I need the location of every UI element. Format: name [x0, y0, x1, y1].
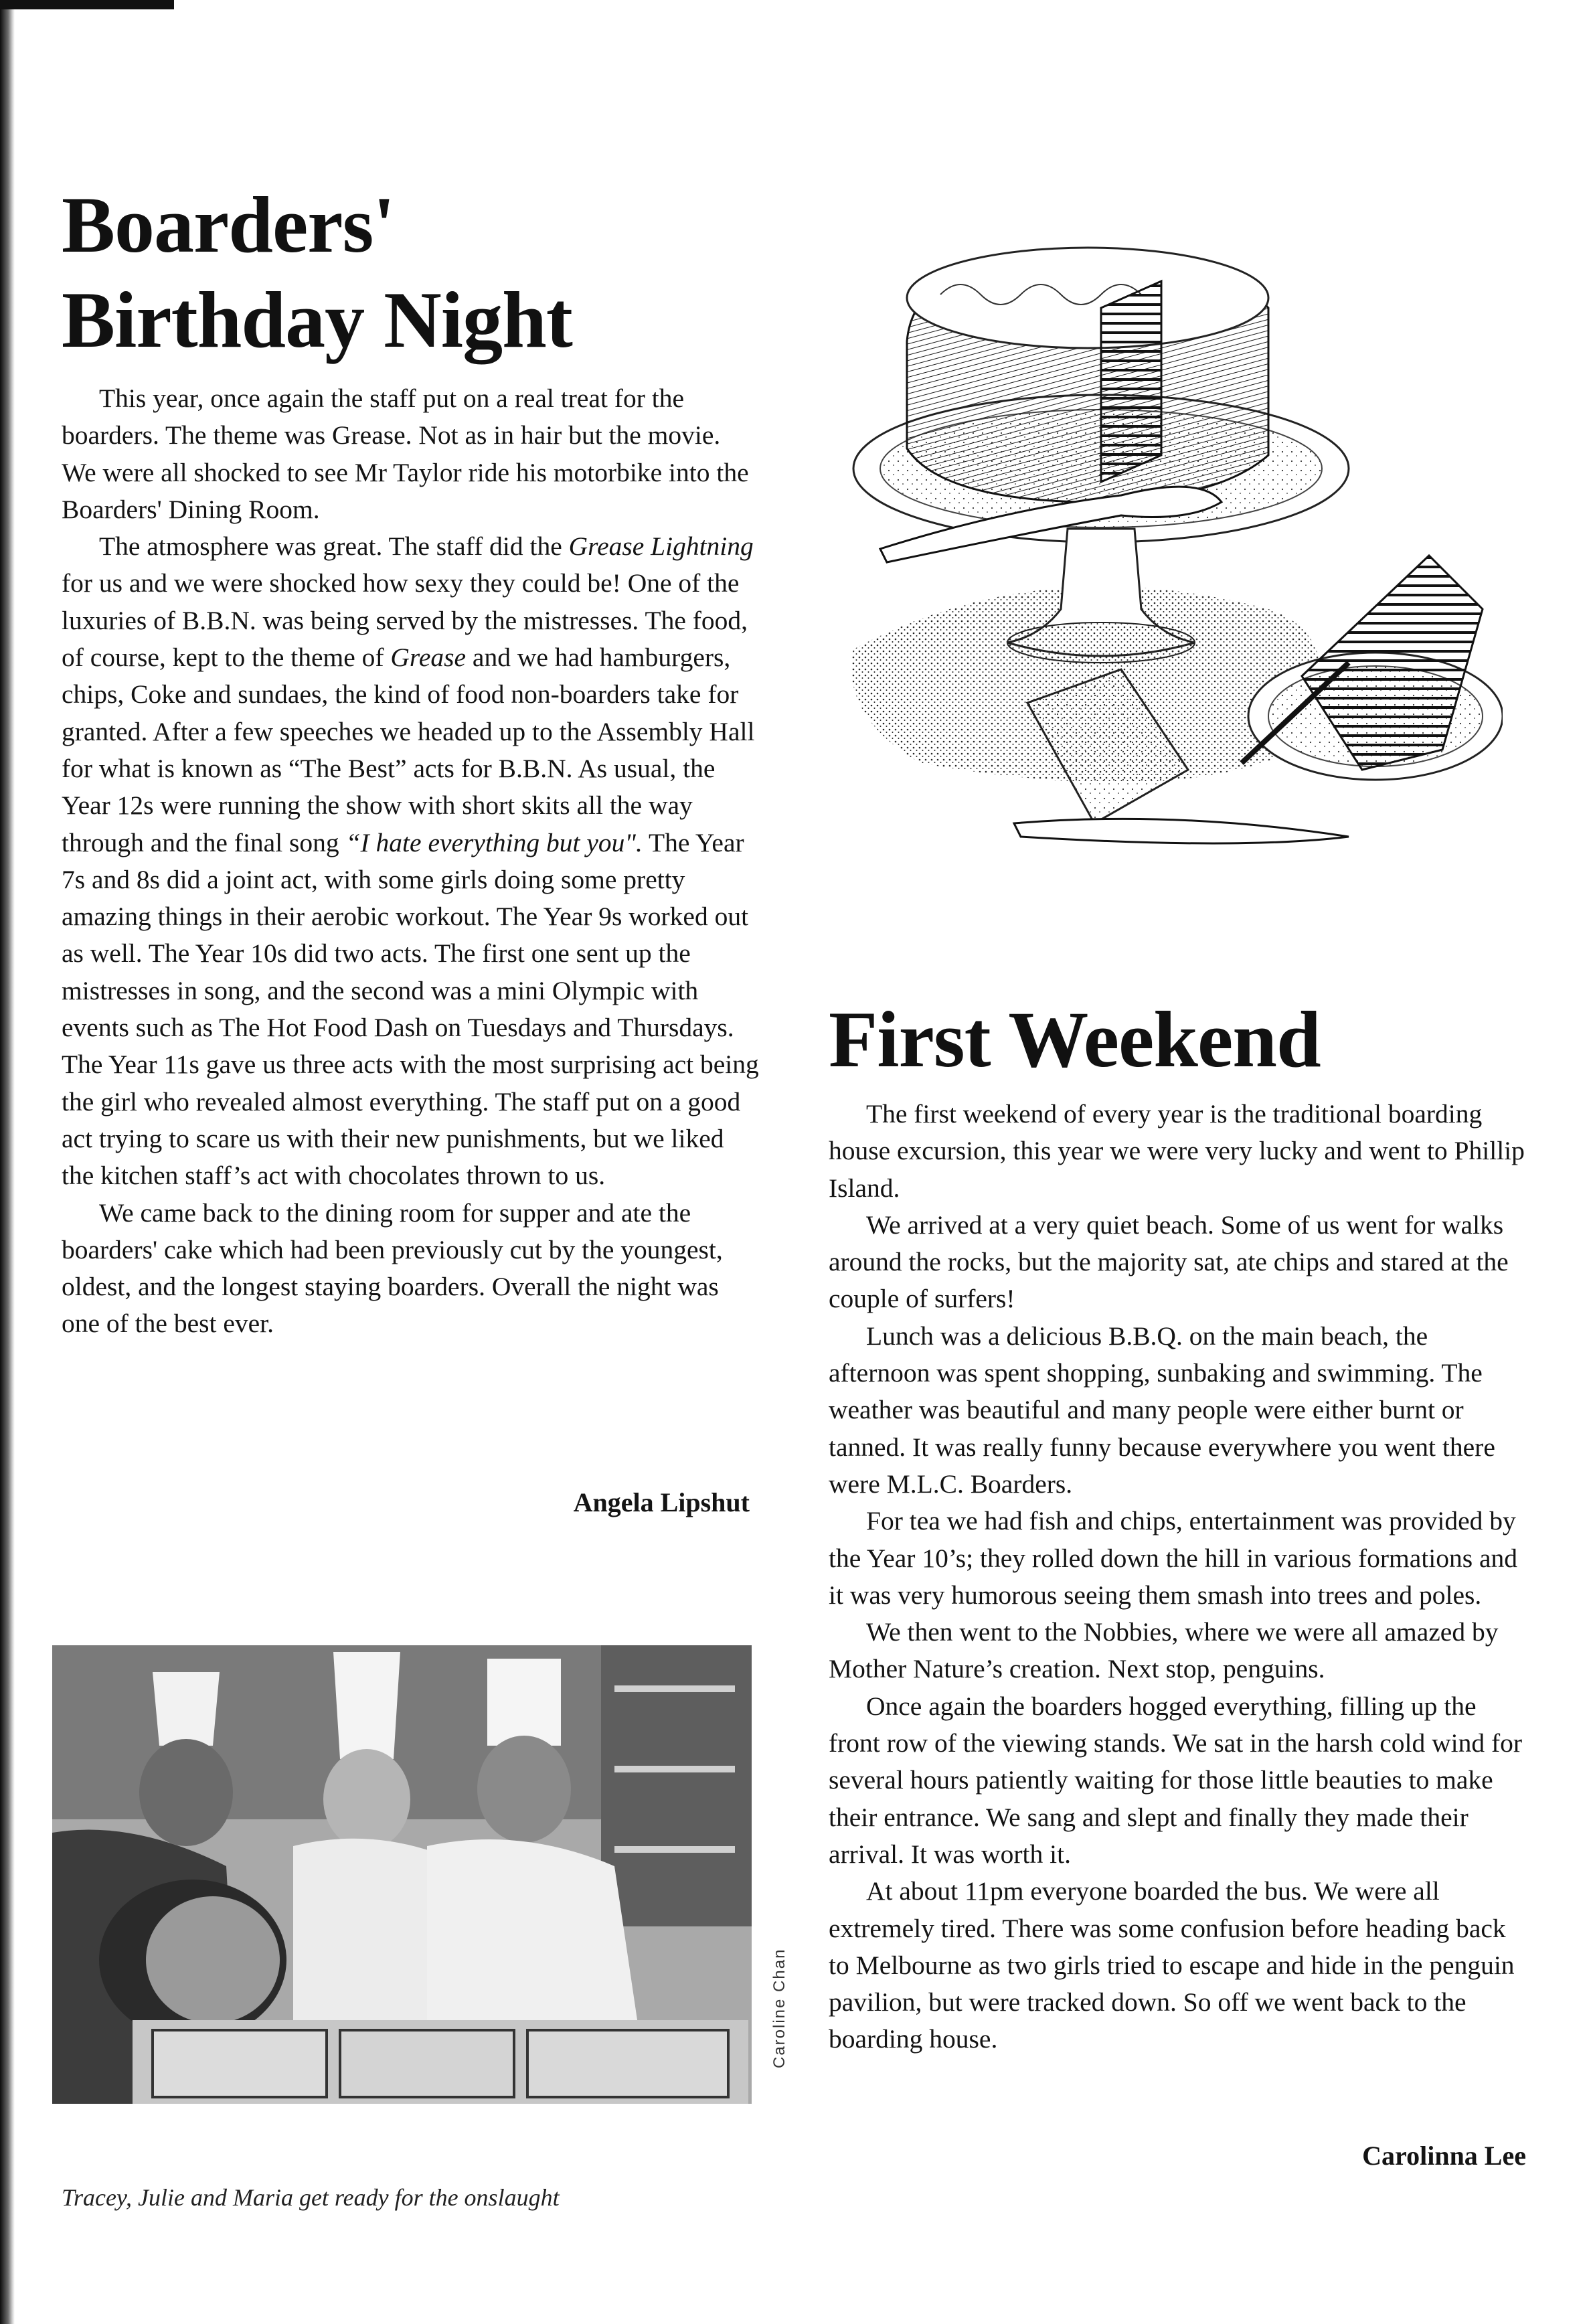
weekend-paragraph: We then went to the Nobbies, where we were all amazed by Mother Nature’s creation. Next stop, penguins. — [829, 1617, 1499, 1684]
pedestal-base — [1007, 622, 1195, 663]
birthday-paragraph — [62, 528, 761, 1194]
birthday-p2-emphasis-grease: Grease — [390, 643, 467, 673]
knife — [1014, 819, 1349, 843]
photo-drawing — [52, 1645, 752, 2104]
weekend-author: Carolinna Lee — [1362, 2141, 1526, 2171]
weekend-paragraph: At about 11pm everyone boarded the bus. We were all extremely tired. There was some confusion before heading back to Melbourne as two girls tried to escape and hide in the penguin pavilion, but were tracked down. So off we went back to the boarding house. — [829, 1876, 1515, 2054]
weekend-article-body — [829, 1096, 1528, 2058]
kitchen-staff-photo — [52, 1645, 752, 2104]
first-weekend-title: First Weekend — [829, 995, 1321, 1084]
birthday-author: Angela Lipshut — [573, 1487, 750, 1517]
page-binding-edge — [0, 0, 15, 2324]
cake-illustration — [840, 234, 1503, 930]
birthday-p2-text-c: and we had hamburgers, chips, Coke and sundaes, the kind of food non-boarders take for granted. After a few speeches we headed up to the Assembly Hall for what is known as “The Best” acts for B.B.N. As usual, the Year 12s were running the show with short skits all the way through and the final song — [62, 643, 755, 857]
birthday-paragraph — [62, 1195, 761, 1343]
cake-top-frosting — [907, 248, 1268, 348]
birthday-night-title — [62, 177, 764, 367]
birthday-title-line2: Birthday Night — [62, 275, 572, 364]
weekend-paragraph: Lunch was a delicious B.B.Q. on the main beach, the afternoon was spent shopping, sunbaking and swimming. The weather was beautiful and many people were either burnt or tanned. It was really funny because everywhere you went there were M.L.C. Boarders. — [829, 1321, 1495, 1499]
photo-caption: Tracey, Julie and Maria get ready for the onslaught — [62, 2184, 560, 2211]
birthday-paragraph — [62, 380, 761, 528]
weekend-paragraph: For tea we had fish and chips, entertainment was provided by the Year 10’s; they rolled down the hill in various formations and it was very humorous seeing them smash into trees and poles. — [829, 1506, 1518, 1610]
weekend-paragraph: We arrived at a very quiet beach. Some of us went for walks around the rocks, but the majority sat, ate chips and stared at the couple of surfers! — [829, 1210, 1509, 1314]
birthday-p2-emphasis-grease-lightning: Grease Lightning — [568, 531, 754, 562]
birthday-p2-emphasis-song: “I hate everything but you". — [345, 827, 643, 857]
birthday-p1-text: This year, once again the staff put on a real treat for the boarders. The theme was Grease. Not as in hair but the movie. We were all shocked to see Mr Taylor ride his motorbike into the Boarders' Dining Room. — [62, 384, 749, 524]
birthday-p2-text-b: for us and we were shocked how sexy they could be! One of the luxuries of B.B.N. was being served by the mistresses. The food, of course, kept to the theme of — [62, 568, 748, 673]
birthday-p2-text-d: The Year 7s and 8s did a joint act, with some girls doing some pretty amazing things in their aerobic workout. The Year 9s worked out as well. The Year 10s did two acts. The first one sent up the mistresses in song, and the second was a mini Olympic with events such as The Hot Food Dash on Tuesdays and Thursdays. The Year 11s gave us three acts with the most surprising act being the girl who revealed almost everything. The staff put on a good act trying to scare us with their new punishments, but we liked the kitchen staff’s act with chocolates thrown to us. — [62, 827, 759, 1191]
birthday-title-line1: Boarders' — [62, 180, 395, 269]
weekend-paragraph: Once again the boarders hogged everything, filling up the front row of the viewing stands. We sat in the harsh cold wind for several hours patiently waiting for those little beauties to make their entrance. We sang and slept and finally they made their arrival. It was worth it. — [829, 1691, 1523, 1869]
birthday-p2-text-a: The atmosphere was great. The staff did the — [99, 531, 569, 562]
photo-credit: Caroline Chan — [770, 1948, 788, 2068]
cake-cut-layers — [1101, 281, 1161, 482]
birthday-article-body — [62, 380, 761, 1343]
birthday-p3-text: We came back to the dining room for supper and ate the boarders' cake which had been previously cut by the youngest, oldest, and the longest staying boarders. Overall the night was one of the best ever. — [62, 1197, 723, 1339]
weekend-paragraph: The first weekend of every year is the traditional boarding house excursion, this year we were very lucky and went to Phillip Island. — [829, 1099, 1525, 1203]
page-top-mark — [0, 0, 174, 9]
